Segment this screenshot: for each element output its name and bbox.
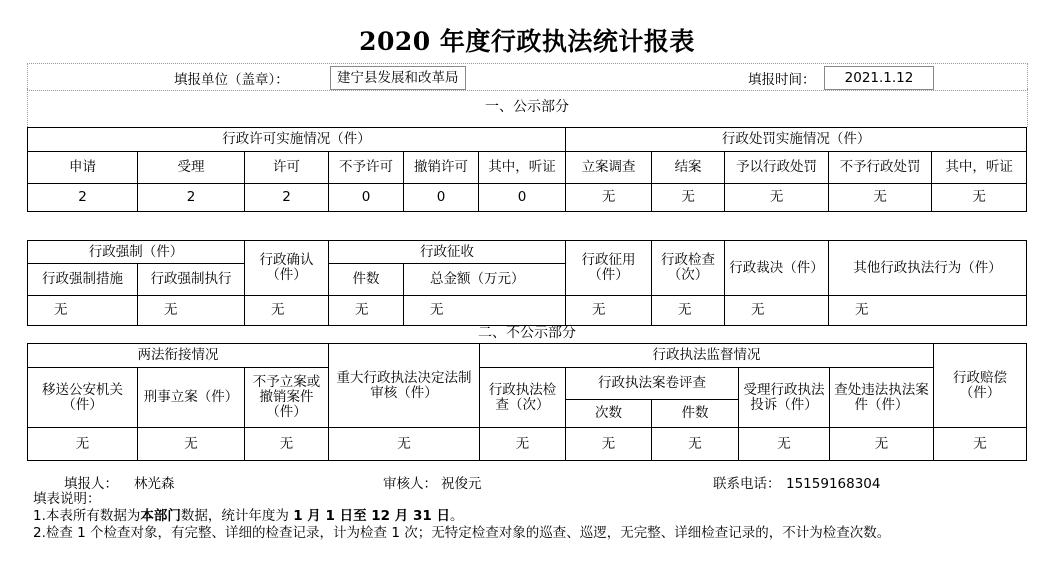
note-1-mid: 数据，统计年度为 (180, 508, 294, 524)
value-requisition: 无 (566, 296, 652, 326)
col-enforce-exec: 行政强制执行 (138, 264, 245, 296)
note-1-bold-dept: 本部门 (140, 508, 181, 524)
value-case-filed: 无 (566, 184, 652, 212)
section-public-title: 一、公示部分 (485, 99, 569, 115)
unit-value: 建宁县发展和改革局 (330, 66, 466, 90)
value-accept: 2 (138, 184, 245, 212)
value-inspect: 无 (652, 296, 725, 326)
col-complaints: 受理行政执法投诉（件） (739, 368, 830, 428)
col-accept: 受理 (138, 152, 245, 184)
value-penalized: 无 (725, 184, 829, 212)
col-criminal-case: 刑事立案（件） (138, 368, 245, 428)
public-table-1 (27, 127, 1027, 212)
col-permit-hearing: 其中，听证 (479, 152, 566, 184)
supervision-group-header: 行政执法监督情况 (480, 344, 934, 368)
value-enforce-exec: 无 (138, 296, 245, 326)
col-exec-inspect: 行政执法检查（次） (480, 368, 566, 428)
filler-name: 林光森 (134, 476, 175, 492)
levy-group-header: 行政征收 (329, 241, 566, 264)
enforce-group-header: 行政强制（件） (28, 241, 245, 264)
unit-label: 填报单位（盖章）： (174, 72, 289, 88)
value-not-filed: 无 (245, 428, 329, 461)
col-requisition: 行政征用（件） (566, 241, 652, 296)
note-1-end: 。 (449, 508, 464, 524)
value-enforce-measure: 无 (28, 296, 138, 326)
value-violations: 无 (830, 428, 934, 461)
public-table-2 (27, 240, 1027, 326)
col-not-penalized: 不予行政处罚 (829, 152, 932, 184)
col-review-times: 次数 (566, 400, 652, 428)
nonpublic-table (27, 343, 1027, 461)
value-case-closed: 无 (652, 184, 725, 212)
permit-group-header: 行政许可实施情况（件） (28, 128, 566, 152)
value-ruling: 无 (725, 296, 829, 326)
value-review-times: 无 (566, 428, 652, 461)
note-1-bold-period: 1 月 1 日至 12 月 31 日 (293, 508, 450, 524)
note-1-pre: 1.本表所有数据为 (33, 508, 141, 524)
phone-label: 联系电话： (713, 476, 781, 492)
col-enforce-measure: 行政强制措施 (28, 264, 138, 296)
value-review-cases: 无 (652, 428, 739, 461)
filler-label: 填报人： (64, 476, 118, 492)
col-levy-count: 件数 (329, 264, 404, 296)
value-levy-amount: 无 (404, 296, 566, 326)
col-not-permit: 不予许可 (329, 152, 404, 184)
penalty-group-header: 行政处罚实施情况（件） (566, 128, 1027, 152)
notes-title: 填表说明： (33, 491, 101, 507)
value-permit: 2 (245, 184, 329, 212)
col-permit: 许可 (245, 152, 329, 184)
value-not-permit: 0 (329, 184, 404, 212)
value-complaints: 无 (739, 428, 830, 461)
note-1 (33, 508, 463, 524)
section-nonpublic-title: 二、不公示部分 (478, 325, 576, 341)
value-penalty-hearing: 无 (932, 184, 1027, 212)
value-levy-count: 无 (329, 296, 404, 326)
value-compensation: 无 (934, 428, 1027, 461)
time-value: 2021.1.12 (824, 66, 934, 90)
col-penalized: 予以行政处罚 (725, 152, 829, 184)
value-permit-hearing: 0 (479, 184, 566, 212)
phone-value: 15159168304 (786, 476, 881, 492)
col-penalty-hearing: 其中，听证 (932, 152, 1027, 184)
col-case-filed: 立案调查 (566, 152, 652, 184)
report-title: 2020 年度行政执法统计报表 (359, 27, 695, 56)
col-revoke-permit: 撤销许可 (404, 152, 479, 184)
col-confirm: 行政确认（件） (245, 241, 329, 296)
value-legal-review: 无 (329, 428, 480, 461)
col-not-filed: 不予立案或撤销案件（件） (245, 368, 329, 428)
value-confirm: 无 (245, 296, 329, 326)
col-review-cases: 件数 (652, 400, 739, 428)
two-law-group-header: 两法衔接情况 (28, 344, 329, 368)
value-transfer-police: 无 (28, 428, 138, 461)
note-2: 2.检查 1 个检查对象，有完整、详细的检查记录，计为检查 1 次；无特定检查对象的巡查、巡逻，无完整、详细检查记录的，不计为检查次数。 (33, 525, 891, 541)
reviewer-name: 祝俊元 (441, 476, 482, 492)
col-compensation: 行政赔偿（件） (934, 344, 1027, 428)
col-violations: 查处违法执法案件（件） (830, 368, 934, 428)
value-exec-inspect: 无 (480, 428, 566, 461)
col-inspect: 行政检查（次） (652, 241, 725, 296)
value-not-penalized: 无 (829, 184, 932, 212)
col-case-closed: 结案 (652, 152, 725, 184)
reviewer-label: 审核人： (383, 476, 437, 492)
value-apply: 2 (28, 184, 138, 212)
col-apply: 申请 (28, 152, 138, 184)
col-ruling: 行政裁决（件） (725, 241, 829, 296)
value-other: 无 (829, 296, 1027, 326)
value-revoke-permit: 0 (404, 184, 479, 212)
col-legal-review: 重大行政执法决定法制审核（件） (329, 344, 480, 428)
col-other: 其他行政执法行为（件） (829, 241, 1027, 296)
time-label: 填报时间： (748, 72, 816, 88)
value-criminal-case: 无 (138, 428, 245, 461)
case-review-group-header: 行政执法案卷评查 (566, 368, 739, 400)
col-transfer-police: 移送公安机关（件） (28, 368, 138, 428)
col-levy-amount: 总金额（万元） (404, 264, 566, 296)
